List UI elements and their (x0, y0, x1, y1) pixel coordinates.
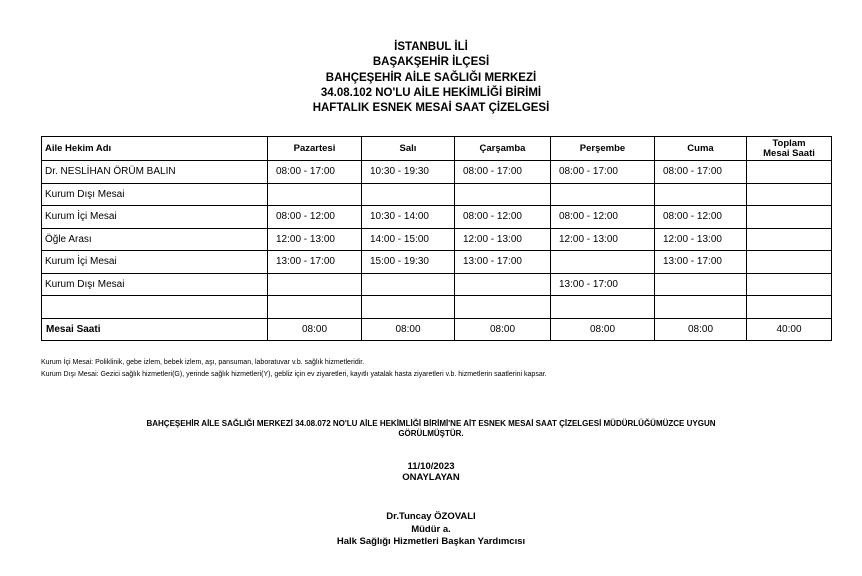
total-tuesday: 08:00 (362, 318, 455, 341)
col-header-friday: Cuma (655, 137, 747, 161)
row-label (42, 296, 268, 319)
cell-total (747, 228, 832, 251)
header-unit: 34.08.102 NO'LU AİLE HEKİMLİĞİ BİRİMİ (320, 86, 542, 99)
approval-date: 11/10/2023 (407, 461, 455, 472)
cell-thursday: 13:00 - 17:00 (551, 273, 655, 296)
row-label: Dr. NESLİHAN ÖRÜM BALIN (42, 161, 268, 184)
total-row-label: Mesai Saati (42, 318, 268, 341)
total-total: 40:00 (747, 318, 832, 341)
schedule-table (41, 136, 832, 341)
approval-date-block (0, 461, 862, 483)
approval-status: ONAYLAYAN (402, 472, 460, 483)
cell-friday: 08:00 - 12:00 (655, 206, 747, 229)
cell-tuesday (362, 183, 455, 206)
col-header-tuesday: Salı (362, 137, 455, 161)
cell-tuesday (362, 296, 455, 319)
table-row (42, 251, 832, 274)
header-district: BAŞAKŞEHİR İLÇESİ (372, 56, 490, 69)
cell-monday (268, 183, 362, 206)
approval-line-1: BAHÇEŞEHİR AİLE SAĞLIĞI MERKEZİ 34.08.072 NO'LU AİLE HEKİMLİĞİ BİRİMİ'NE AİT ESNEK MESAİ SAAT ÇİZELGESİ MÜDÜRLÜĞÜMÜZCE UYGUN (146, 419, 716, 428)
cell-total (747, 296, 832, 319)
total-thursday: 08:00 (551, 318, 655, 341)
cell-thursday: 08:00 - 17:00 (551, 161, 655, 184)
table-row (42, 228, 832, 251)
cell-thursday (551, 251, 655, 274)
cell-monday (268, 296, 362, 319)
signatory-title-2: Halk Sağlığı Hizmetleri Başkan Yardımcısı (336, 536, 526, 547)
total-wednesday: 08:00 (455, 318, 551, 341)
cell-monday: 08:00 - 17:00 (268, 161, 362, 184)
cell-friday (655, 296, 747, 319)
cell-wednesday (455, 296, 551, 319)
cell-monday (268, 273, 362, 296)
cell-thursday: 08:00 - 12:00 (551, 206, 655, 229)
col-header-doctor: Aile Hekim Adı (42, 137, 268, 161)
cell-monday: 12:00 - 13:00 (268, 228, 362, 251)
cell-tuesday: 14:00 - 15:00 (362, 228, 455, 251)
cell-total (747, 251, 832, 274)
cell-total (747, 206, 832, 229)
cell-wednesday: 12:00 - 13:00 (455, 228, 551, 251)
header-schedule-title: HAFTALIK ESNEK MESAİ SAAT ÇİZELGESİ (312, 102, 550, 115)
row-label: Kurum Dışı Mesai (42, 183, 268, 206)
cell-friday (655, 183, 747, 206)
cell-wednesday (455, 273, 551, 296)
col-header-thursday: Perşembe (551, 137, 655, 161)
cell-friday: 13:00 - 17:00 (655, 251, 747, 274)
col-header-total (747, 137, 832, 161)
col-header-monday: Pazartesi (268, 137, 362, 161)
cell-friday: 12:00 - 13:00 (655, 228, 747, 251)
cell-thursday: 12:00 - 13:00 (551, 228, 655, 251)
approval-line-2: GÖRÜLMÜŞTÜR. (398, 428, 464, 438)
signature-block (0, 511, 862, 549)
approval-statement (0, 419, 862, 438)
cell-wednesday: 13:00 - 17:00 (455, 251, 551, 274)
cell-monday: 13:00 - 17:00 (268, 251, 362, 274)
total-monday: 08:00 (268, 318, 362, 341)
col-header-total-line1: Toplam (772, 137, 806, 149)
cell-total (747, 183, 832, 206)
cell-tuesday: 15:00 - 19:30 (362, 251, 455, 274)
signatory-title-1: Müdür a. (411, 523, 451, 535)
table-header-row (42, 137, 832, 161)
cell-tuesday: 10:30 - 14:00 (362, 206, 455, 229)
note-external: Kurum Dışı Mesai: Gezici sağlık hizmetleri(G), yerinde sağlık hizmetleri(Y), gebliz için ev ziyaretleri, kayıtlı yatalak hasta ziyaretleri v.b. hizmetlerin saatlerini kapsar. (41, 370, 547, 378)
row-label: Kurum İçi Mesai (42, 206, 268, 229)
total-row (42, 318, 832, 341)
cell-wednesday (455, 183, 551, 206)
signatory-name: Dr.Tuncay ÖZOVALI (386, 511, 476, 522)
cell-tuesday (362, 273, 455, 296)
col-header-total-line2: Mesai Saati (763, 147, 815, 159)
table-row (42, 206, 832, 229)
notes (41, 357, 547, 380)
table-row (42, 161, 832, 184)
cell-total (747, 161, 832, 184)
table-row (42, 273, 832, 296)
row-label: Kurum Dışı Mesai (42, 273, 268, 296)
col-header-wednesday: Çarşamba (455, 137, 551, 161)
cell-total (747, 273, 832, 296)
table-row (42, 296, 832, 319)
note-internal: Kurum İçi Mesai: Poliklinik, gebe izlem, bebek izlem, aşı, pansuman, laboratuvar v.b. sağlık hizmetleridir. (41, 359, 365, 366)
cell-thursday (551, 296, 655, 319)
total-friday: 08:00 (655, 318, 747, 341)
cell-wednesday: 08:00 - 17:00 (455, 161, 551, 184)
cell-friday: 08:00 - 17:00 (655, 161, 747, 184)
table-row (42, 183, 832, 206)
document-header (0, 40, 862, 116)
row-label: Öğle Arası (42, 228, 268, 251)
cell-monday: 08:00 - 12:00 (268, 206, 362, 229)
cell-thursday (551, 183, 655, 206)
table-body (42, 161, 832, 341)
cell-tuesday: 10:30 - 19:30 (362, 161, 455, 184)
cell-friday (655, 273, 747, 296)
header-health-center: BAHÇEŞEHİR AİLE SAĞLIĞI MERKEZİ (325, 71, 537, 84)
row-label: Kurum İçi Mesai (42, 251, 268, 274)
cell-wednesday: 08:00 - 12:00 (455, 206, 551, 229)
header-province: İSTANBUL İLİ (394, 41, 468, 53)
